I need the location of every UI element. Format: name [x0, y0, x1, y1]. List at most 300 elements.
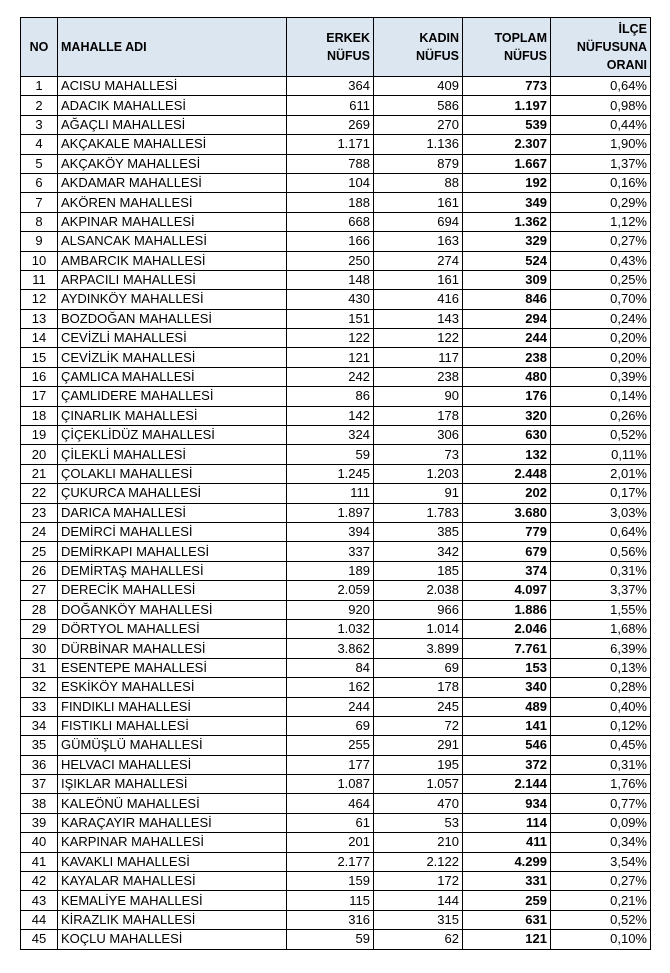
cell-no: 41: [21, 852, 58, 871]
cell-no: 26: [21, 561, 58, 580]
cell-female-population: 72: [374, 716, 463, 735]
cell-female-population: 3.899: [374, 639, 463, 658]
cell-district-ratio: 0,64%: [551, 522, 651, 541]
cell-total-population: 7.761: [463, 639, 551, 658]
cell-neighborhood-name: KİRAZLIK MAHALLESİ: [58, 910, 287, 929]
header-total-line-2: NÜFUS: [503, 49, 547, 63]
table-row: [21, 193, 651, 212]
cell-female-population: 91: [374, 484, 463, 503]
cell-total-population: 630: [463, 426, 551, 445]
cell-female-population: 1.014: [374, 619, 463, 638]
table-row: [21, 872, 651, 891]
header-row: [21, 18, 651, 77]
cell-district-ratio: 0,27%: [551, 232, 651, 251]
cell-no: 32: [21, 678, 58, 697]
cell-no: 20: [21, 445, 58, 464]
cell-female-population: 315: [374, 910, 463, 929]
cell-district-ratio: 0,20%: [551, 329, 651, 348]
cell-male-population: 242: [287, 367, 374, 386]
cell-male-population: 394: [287, 522, 374, 541]
cell-total-population: 176: [463, 387, 551, 406]
cell-neighborhood-name: DEMİRCİ MAHALLESİ: [58, 522, 287, 541]
cell-district-ratio: 0,56%: [551, 542, 651, 561]
cell-total-population: 1.197: [463, 96, 551, 115]
cell-no: 38: [21, 794, 58, 813]
cell-district-ratio: 0,43%: [551, 251, 651, 270]
cell-no: 7: [21, 193, 58, 212]
cell-district-ratio: 3,54%: [551, 852, 651, 871]
cell-neighborhood-name: AKPINAR MAHALLESİ: [58, 212, 287, 231]
cell-neighborhood-name: AĞAÇLI MAHALLESİ: [58, 115, 287, 134]
cell-female-population: 342: [374, 542, 463, 561]
cell-no: 21: [21, 464, 58, 483]
cell-neighborhood-name: ÇOLAKLI MAHALLESİ: [58, 464, 287, 483]
cell-male-population: 255: [287, 736, 374, 755]
cell-district-ratio: 1,55%: [551, 600, 651, 619]
cell-district-ratio: 6,39%: [551, 639, 651, 658]
cell-no: 16: [21, 367, 58, 386]
cell-male-population: 250: [287, 251, 374, 270]
cell-neighborhood-name: ARPACILI MAHALLESİ: [58, 270, 287, 289]
cell-male-population: 611: [287, 96, 374, 115]
cell-female-population: 1.783: [374, 503, 463, 522]
cell-male-population: 84: [287, 658, 374, 677]
cell-no: 3: [21, 115, 58, 134]
cell-female-population: 117: [374, 348, 463, 367]
cell-total-population: 192: [463, 173, 551, 192]
cell-female-population: 470: [374, 794, 463, 813]
table-row: [21, 775, 651, 794]
cell-no: 17: [21, 387, 58, 406]
cell-total-population: 846: [463, 290, 551, 309]
cell-total-population: 1.886: [463, 600, 551, 619]
header-name: [58, 18, 287, 77]
table-row: [21, 833, 651, 852]
cell-female-population: 1.203: [374, 464, 463, 483]
cell-district-ratio: 0,52%: [551, 426, 651, 445]
cell-male-population: 59: [287, 930, 374, 949]
cell-male-population: 115: [287, 891, 374, 910]
header-ratio: [551, 18, 651, 77]
cell-female-population: 879: [374, 154, 463, 173]
cell-district-ratio: 1,68%: [551, 619, 651, 638]
cell-district-ratio: 0,31%: [551, 755, 651, 774]
cell-neighborhood-name: KARAÇAYIR MAHALLESİ: [58, 813, 287, 832]
cell-district-ratio: 0,27%: [551, 872, 651, 891]
table-row: [21, 678, 651, 697]
cell-female-population: 69: [374, 658, 463, 677]
cell-district-ratio: 0,17%: [551, 484, 651, 503]
cell-male-population: 337: [287, 542, 374, 561]
cell-female-population: 210: [374, 833, 463, 852]
cell-neighborhood-name: DARICA MAHALLESİ: [58, 503, 287, 522]
table-row: [21, 542, 651, 561]
cell-total-population: 320: [463, 406, 551, 425]
cell-neighborhood-name: ADACIK MAHALLESİ: [58, 96, 287, 115]
table-row: [21, 309, 651, 328]
table-row: [21, 581, 651, 600]
cell-female-population: 1.057: [374, 775, 463, 794]
cell-neighborhood-name: IŞIKLAR MAHALLESİ: [58, 775, 287, 794]
cell-neighborhood-name: DÜRBİNAR MAHALLESİ: [58, 639, 287, 658]
cell-no: 19: [21, 426, 58, 445]
header-female-line-1: KADIN: [419, 31, 459, 45]
table-row: [21, 697, 651, 716]
table-row: [21, 561, 651, 580]
cell-male-population: 151: [287, 309, 374, 328]
cell-female-population: 172: [374, 872, 463, 891]
cell-male-population: 122: [287, 329, 374, 348]
cell-district-ratio: 0,16%: [551, 173, 651, 192]
cell-neighborhood-name: KOÇLU MAHALLESİ: [58, 930, 287, 949]
cell-total-population: 2.448: [463, 464, 551, 483]
cell-total-population: 773: [463, 77, 551, 96]
cell-male-population: 1.897: [287, 503, 374, 522]
cell-district-ratio: 0,31%: [551, 561, 651, 580]
cell-no: 33: [21, 697, 58, 716]
cell-no: 11: [21, 270, 58, 289]
table-row: [21, 232, 651, 251]
table-row: [21, 716, 651, 735]
cell-male-population: 159: [287, 872, 374, 891]
header-no-label: NO: [29, 40, 49, 54]
cell-female-population: 195: [374, 755, 463, 774]
cell-district-ratio: 0,29%: [551, 193, 651, 212]
cell-no: 28: [21, 600, 58, 619]
table-row: [21, 736, 651, 755]
table-row: [21, 387, 651, 406]
cell-no: 25: [21, 542, 58, 561]
cell-district-ratio: 0,13%: [551, 658, 651, 677]
cell-male-population: 142: [287, 406, 374, 425]
table-row: [21, 930, 651, 949]
cell-total-population: 340: [463, 678, 551, 697]
cell-no: 15: [21, 348, 58, 367]
cell-female-population: 409: [374, 77, 463, 96]
cell-female-population: 144: [374, 891, 463, 910]
cell-district-ratio: 1,90%: [551, 135, 651, 154]
cell-female-population: 161: [374, 193, 463, 212]
cell-no: 13: [21, 309, 58, 328]
cell-district-ratio: 0,20%: [551, 348, 651, 367]
cell-female-population: 586: [374, 96, 463, 115]
cell-total-population: 331: [463, 872, 551, 891]
cell-neighborhood-name: DEMİRTAŞ MAHALLESİ: [58, 561, 287, 580]
cell-male-population: 59: [287, 445, 374, 464]
cell-total-population: 779: [463, 522, 551, 541]
cell-male-population: 3.862: [287, 639, 374, 658]
cell-neighborhood-name: ESENTEPE MAHALLESİ: [58, 658, 287, 677]
cell-neighborhood-name: HELVACI MAHALLESİ: [58, 755, 287, 774]
cell-total-population: 374: [463, 561, 551, 580]
cell-male-population: 86: [287, 387, 374, 406]
table-row: [21, 522, 651, 541]
cell-male-population: 1.087: [287, 775, 374, 794]
cell-female-population: 88: [374, 173, 463, 192]
cell-neighborhood-name: DERECİK MAHALLESİ: [58, 581, 287, 600]
cell-female-population: 306: [374, 426, 463, 445]
cell-female-population: 385: [374, 522, 463, 541]
cell-no: 29: [21, 619, 58, 638]
cell-district-ratio: 3,37%: [551, 581, 651, 600]
cell-female-population: 2.038: [374, 581, 463, 600]
cell-total-population: 309: [463, 270, 551, 289]
cell-total-population: 480: [463, 367, 551, 386]
cell-total-population: 349: [463, 193, 551, 212]
cell-neighborhood-name: AKÇAKÖY MAHALLESİ: [58, 154, 287, 173]
cell-neighborhood-name: GÜMÜŞLÜ MAHALLESİ: [58, 736, 287, 755]
cell-no: 4: [21, 135, 58, 154]
cell-no: 2: [21, 96, 58, 115]
cell-male-population: 316: [287, 910, 374, 929]
cell-female-population: 270: [374, 115, 463, 134]
cell-no: 6: [21, 173, 58, 192]
cell-no: 30: [21, 639, 58, 658]
table-row: [21, 367, 651, 386]
table-row: [21, 115, 651, 134]
cell-male-population: 188: [287, 193, 374, 212]
table-row: [21, 135, 651, 154]
cell-male-population: 464: [287, 794, 374, 813]
cell-neighborhood-name: AKÇAKALE MAHALLESİ: [58, 135, 287, 154]
cell-female-population: 62: [374, 930, 463, 949]
cell-district-ratio: 0,98%: [551, 96, 651, 115]
cell-no: 31: [21, 658, 58, 677]
cell-neighborhood-name: KAVAKLI MAHALLESİ: [58, 852, 287, 871]
cell-male-population: 668: [287, 212, 374, 231]
cell-male-population: 244: [287, 697, 374, 716]
header-female: [374, 18, 463, 77]
cell-district-ratio: 0,09%: [551, 813, 651, 832]
cell-male-population: 364: [287, 77, 374, 96]
table-row: [21, 173, 651, 192]
cell-female-population: 178: [374, 406, 463, 425]
cell-female-population: 274: [374, 251, 463, 270]
cell-neighborhood-name: CEVİZLİK MAHALLESİ: [58, 348, 287, 367]
cell-total-population: 3.680: [463, 503, 551, 522]
cell-neighborhood-name: DÖRTYOL MAHALLESİ: [58, 619, 287, 638]
cell-female-population: 143: [374, 309, 463, 328]
cell-female-population: 161: [374, 270, 463, 289]
table-row: [21, 348, 651, 367]
cell-male-population: 189: [287, 561, 374, 580]
table-row: [21, 77, 651, 96]
cell-female-population: 291: [374, 736, 463, 755]
cell-male-population: 61: [287, 813, 374, 832]
cell-no: 42: [21, 872, 58, 891]
cell-no: 44: [21, 910, 58, 929]
cell-total-population: 631: [463, 910, 551, 929]
cell-total-population: 2.307: [463, 135, 551, 154]
cell-female-population: 90: [374, 387, 463, 406]
cell-male-population: 269: [287, 115, 374, 134]
cell-total-population: 329: [463, 232, 551, 251]
cell-total-population: 244: [463, 329, 551, 348]
cell-district-ratio: 0,10%: [551, 930, 651, 949]
cell-male-population: 201: [287, 833, 374, 852]
table-row: [21, 251, 651, 270]
cell-neighborhood-name: ÇİÇEKLİDÜZ MAHALLESİ: [58, 426, 287, 445]
cell-female-population: 163: [374, 232, 463, 251]
cell-female-population: 1.136: [374, 135, 463, 154]
cell-no: 9: [21, 232, 58, 251]
table-row: [21, 445, 651, 464]
cell-neighborhood-name: KARPINAR MAHALLESİ: [58, 833, 287, 852]
cell-female-population: 2.122: [374, 852, 463, 871]
cell-neighborhood-name: KAYALAR MAHALLESİ: [58, 872, 287, 891]
cell-neighborhood-name: ACISU MAHALLESİ: [58, 77, 287, 96]
cell-no: 14: [21, 329, 58, 348]
cell-male-population: 1.171: [287, 135, 374, 154]
cell-no: 36: [21, 755, 58, 774]
header-total: [463, 18, 551, 77]
cell-no: 12: [21, 290, 58, 309]
cell-district-ratio: 3,03%: [551, 503, 651, 522]
cell-female-population: 178: [374, 678, 463, 697]
table-row: [21, 503, 651, 522]
table-row: [21, 813, 651, 832]
table-row: [21, 910, 651, 929]
population-table: [20, 17, 651, 950]
cell-total-population: 202: [463, 484, 551, 503]
table-row: [21, 290, 651, 309]
cell-total-population: 679: [463, 542, 551, 561]
table-body: [21, 77, 651, 950]
cell-male-population: 111: [287, 484, 374, 503]
table-row: [21, 406, 651, 425]
cell-neighborhood-name: ÇAMLICA MAHALLESİ: [58, 367, 287, 386]
table-row: [21, 426, 651, 445]
cell-district-ratio: 0,24%: [551, 309, 651, 328]
cell-male-population: 430: [287, 290, 374, 309]
cell-total-population: 1.667: [463, 154, 551, 173]
cell-district-ratio: 0,12%: [551, 716, 651, 735]
cell-male-population: 69: [287, 716, 374, 735]
header-ratio-line-1: İLÇE: [618, 22, 647, 36]
cell-district-ratio: 0,64%: [551, 77, 651, 96]
cell-no: 23: [21, 503, 58, 522]
table-row: [21, 96, 651, 115]
cell-no: 8: [21, 212, 58, 231]
cell-total-population: 1.362: [463, 212, 551, 231]
cell-neighborhood-name: KALEÖNÜ MAHALLESİ: [58, 794, 287, 813]
cell-female-population: 238: [374, 367, 463, 386]
cell-no: 5: [21, 154, 58, 173]
cell-no: 27: [21, 581, 58, 600]
header-male: [287, 18, 374, 77]
cell-total-population: 259: [463, 891, 551, 910]
table-row: [21, 891, 651, 910]
cell-total-population: 489: [463, 697, 551, 716]
cell-male-population: 148: [287, 270, 374, 289]
cell-no: 34: [21, 716, 58, 735]
cell-neighborhood-name: ÇİLEKLİ MAHALLESİ: [58, 445, 287, 464]
cell-no: 45: [21, 930, 58, 949]
table-row: [21, 852, 651, 871]
cell-total-population: 411: [463, 833, 551, 852]
cell-male-population: 324: [287, 426, 374, 445]
cell-district-ratio: 0,70%: [551, 290, 651, 309]
cell-district-ratio: 1,12%: [551, 212, 651, 231]
table-row: [21, 794, 651, 813]
cell-neighborhood-name: AYDINKÖY MAHALLESİ: [58, 290, 287, 309]
table-row: [21, 755, 651, 774]
cell-male-population: 1.032: [287, 619, 374, 638]
cell-male-population: 177: [287, 755, 374, 774]
cell-male-population: 2.177: [287, 852, 374, 871]
cell-neighborhood-name: DOĞANKÖY MAHALLESİ: [58, 600, 287, 619]
table-row: [21, 619, 651, 638]
table-row: [21, 484, 651, 503]
cell-neighborhood-name: FISTIKLI MAHALLESİ: [58, 716, 287, 735]
cell-district-ratio: 0,11%: [551, 445, 651, 464]
cell-total-population: 132: [463, 445, 551, 464]
cell-no: 24: [21, 522, 58, 541]
cell-district-ratio: 0,44%: [551, 115, 651, 134]
cell-total-population: 372: [463, 755, 551, 774]
cell-district-ratio: 0,52%: [551, 910, 651, 929]
header-ratio-line-2: NÜFUSUNA: [576, 40, 647, 54]
cell-neighborhood-name: AMBARCIK MAHALLESİ: [58, 251, 287, 270]
cell-neighborhood-name: BOZDOĞAN MAHALLESİ: [58, 309, 287, 328]
cell-district-ratio: 0,14%: [551, 387, 651, 406]
cell-neighborhood-name: ESKİKÖY MAHALLESİ: [58, 678, 287, 697]
cell-total-population: 539: [463, 115, 551, 134]
cell-female-population: 416: [374, 290, 463, 309]
cell-no: 43: [21, 891, 58, 910]
cell-neighborhood-name: ÇAMLIDERE MAHALLESİ: [58, 387, 287, 406]
cell-total-population: 114: [463, 813, 551, 832]
cell-district-ratio: 1,37%: [551, 154, 651, 173]
cell-total-population: 524: [463, 251, 551, 270]
cell-male-population: 920: [287, 600, 374, 619]
cell-male-population: 1.245: [287, 464, 374, 483]
cell-total-population: 4.097: [463, 581, 551, 600]
cell-district-ratio: 0,40%: [551, 697, 651, 716]
header-male-line-2: NÜFUS: [326, 49, 370, 63]
header-male-line-1: ERKEK: [326, 31, 370, 45]
cell-female-population: 694: [374, 212, 463, 231]
header-ratio-line-3: ORANI: [606, 58, 647, 72]
cell-neighborhood-name: FINDIKLI MAHALLESİ: [58, 697, 287, 716]
cell-male-population: 121: [287, 348, 374, 367]
cell-total-population: 153: [463, 658, 551, 677]
cell-no: 18: [21, 406, 58, 425]
cell-district-ratio: 0,39%: [551, 367, 651, 386]
cell-total-population: 4.299: [463, 852, 551, 871]
cell-district-ratio: 1,76%: [551, 775, 651, 794]
cell-female-population: 122: [374, 329, 463, 348]
cell-neighborhood-name: CEVİZLİ MAHALLESİ: [58, 329, 287, 348]
cell-no: 22: [21, 484, 58, 503]
cell-district-ratio: 0,34%: [551, 833, 651, 852]
table-row: [21, 270, 651, 289]
table-row: [21, 329, 651, 348]
cell-no: 37: [21, 775, 58, 794]
cell-district-ratio: 0,26%: [551, 406, 651, 425]
cell-total-population: 546: [463, 736, 551, 755]
table-row: [21, 658, 651, 677]
cell-district-ratio: 0,77%: [551, 794, 651, 813]
cell-male-population: 166: [287, 232, 374, 251]
table-header: [21, 18, 651, 77]
header-female-line-2: NÜFUS: [415, 49, 459, 63]
cell-total-population: 294: [463, 309, 551, 328]
cell-district-ratio: 0,25%: [551, 270, 651, 289]
cell-district-ratio: 0,21%: [551, 891, 651, 910]
cell-district-ratio: 0,28%: [551, 678, 651, 697]
cell-female-population: 53: [374, 813, 463, 832]
